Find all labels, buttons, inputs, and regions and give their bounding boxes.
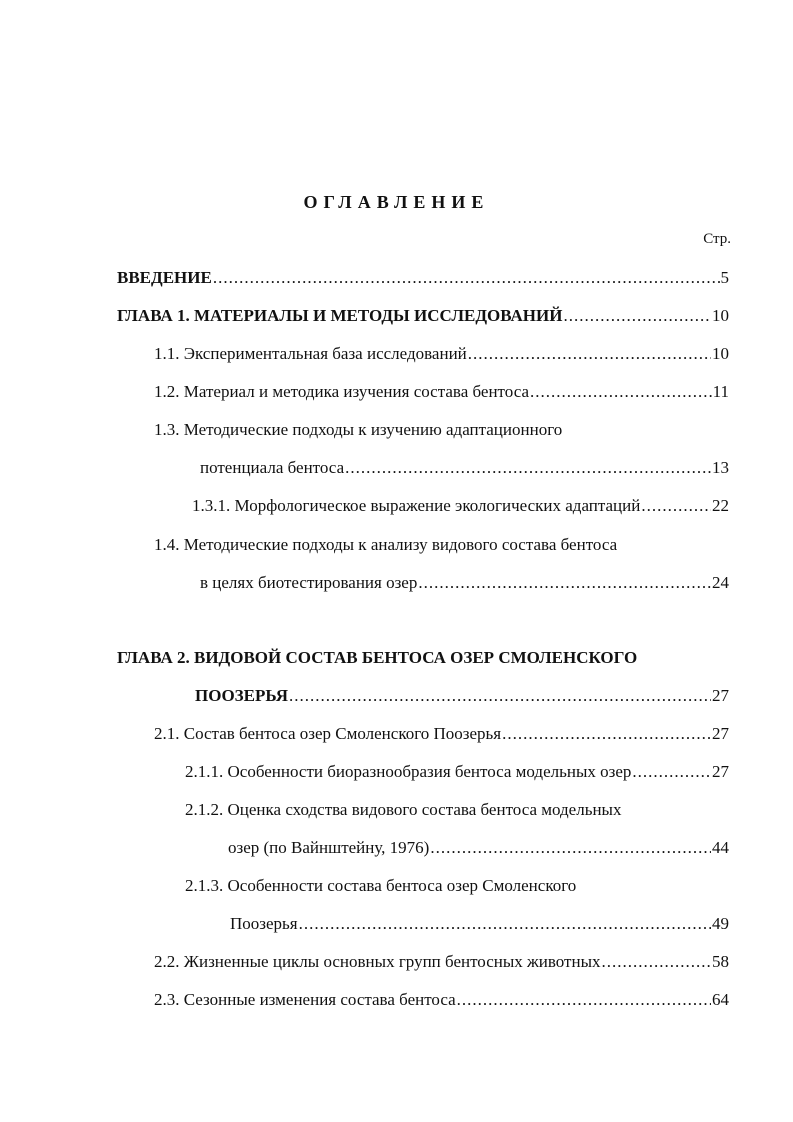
toc-entry-2-1-3-cont[interactable] [230,912,729,936]
toc-entry-text: ПООЗЕРЬЯ [195,686,288,705]
toc-entry-1-4[interactable]: 1.4. Методические подходы к анализу видового состава бентоса [154,535,618,554]
toc-entry-chapter-2[interactable]: ГЛАВА 2. ВИДОВОЙ СОСТАВ БЕНТОСА ОЗЕР СМОЛЕНСКОГО [117,648,638,667]
toc-leader-dots [457,988,711,1012]
toc-entry-text: ВВЕДЕНИЕ [117,268,212,287]
page-column-label: Стр. [703,231,731,247]
toc-leader-dots [345,456,711,480]
toc-entry-2-1[interactable] [154,722,729,746]
toc-entry-chapter-2-cont[interactable] [195,684,729,708]
toc-leader-dots [213,266,720,290]
toc-leader-dots [430,836,711,860]
toc-entry-text: 1.2. Материал и методика изучения состава бентоса [154,382,529,401]
toc-entry-text: потенциала бентоса [200,458,345,477]
toc-entry-text: 1.1. Экспериментальная база исследований [154,344,467,363]
page-title: ОГЛАВЛЕНИЕ [303,192,490,212]
toc-entry-text: озер (по Вайнштейну, 1976) [228,838,430,857]
toc-leader-dots [563,304,711,328]
toc-entry-1-1[interactable] [154,342,729,366]
toc-entry-text: в целях биотестирования озер [200,573,418,592]
toc-entry-text: 2.1.1. Особенности биоразнообразия бентоса модельных озер [185,762,632,781]
toc-entry-text: 2.1. Состав бентоса озер Смоленского Поозерья [154,724,502,743]
toc-page-number: 58 [712,952,729,971]
toc-entry-2-3[interactable] [154,988,729,1012]
toc-entry-1-2[interactable] [154,380,729,404]
toc-leader-dots [418,571,711,595]
toc-page-number: 10 [712,344,729,363]
toc-leader-dots [468,342,711,366]
toc-entry-2-1-2-cont[interactable] [228,836,729,860]
toc-entry-2-1-2[interactable]: 2.1.2. Оценка сходства видового состава бентоса модельных [185,800,622,819]
toc-entry-text: 1.3.1. Морфологическое выражение экологических адаптаций [192,496,641,515]
toc-page-number: 22 [712,496,729,515]
toc-entry-intro[interactable] [117,266,729,290]
toc-entry-1-3-1[interactable] [192,494,729,518]
toc-page-number: 64 [712,990,729,1009]
toc-page-number: 24 [712,573,729,592]
toc-entry-chapter-1[interactable] [117,304,729,328]
toc-entry-1-4-cont[interactable] [200,571,729,595]
toc-page-number: 27 [712,762,729,781]
toc-leader-dots [641,494,711,518]
toc-page-number: 49 [712,914,729,933]
toc-leader-dots [289,684,711,708]
toc-page-number: 13 [712,458,729,477]
toc-entry-1-3-cont[interactable] [200,456,729,480]
toc-entry-text: Поозерья [230,914,298,933]
toc-leader-dots [602,950,711,974]
toc-page-number: 27 [712,686,729,705]
toc-leader-dots [299,912,711,936]
toc-entry-2-1-1[interactable] [185,760,729,784]
toc-page-number: 44 [712,838,729,857]
toc-page-number: 10 [712,306,729,325]
toc-page-number: 11 [712,382,729,401]
toc-entry-2-2[interactable] [154,950,729,974]
toc-entry-2-1-3[interactable]: 2.1.3. Особенности состава бентоса озер Смоленского [185,876,577,895]
toc-leader-dots [530,380,712,404]
toc-page-number: 5 [720,268,729,287]
toc-page-number: 27 [712,724,729,743]
toc-entry-text: 2.3. Сезонные изменения состава бентоса [154,990,456,1009]
toc-leader-dots [632,760,711,784]
toc-entry-text: ГЛАВА 1. МАТЕРИАЛЫ И МЕТОДЫ ИССЛЕДОВАНИЙ [117,306,563,325]
toc-entry-text: 2.2. Жизненные циклы основных групп бентосных животных [154,952,601,971]
toc-entry-1-3[interactable]: 1.3. Методические подходы к изучению адаптационного [154,420,563,439]
toc-leader-dots [502,722,711,746]
